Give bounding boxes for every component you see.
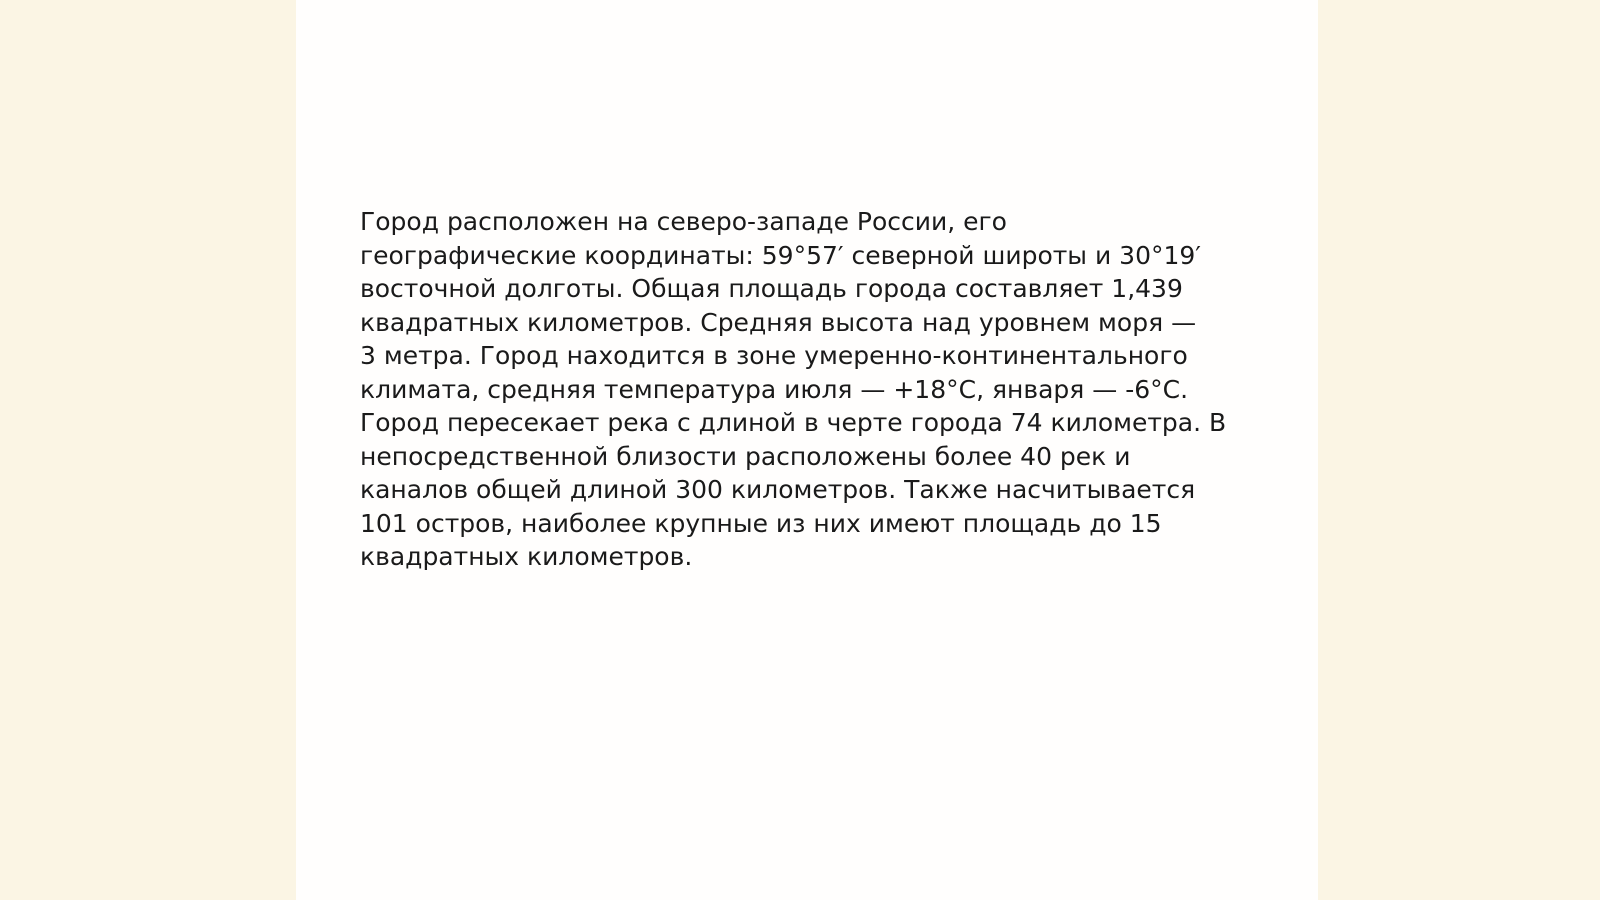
paragraph-line: 101 остров, наиболее крупные из них имеют площадь до 15 bbox=[360, 508, 1162, 538]
paragraph-line: непосредственной близости расположены более 40 рек и bbox=[360, 441, 1131, 471]
paragraph-line: квадратных километров. bbox=[360, 542, 693, 571]
paragraph-line: Город пересекает река с длиной в черте города 74 километра. В bbox=[360, 408, 1227, 437]
left-margin bbox=[0, 0, 296, 900]
paragraph-line: восточной долготы. Общая площадь города составляет 1,439 bbox=[360, 274, 1183, 303]
paragraph-line: климата, средняя температура июля — +18°C, января — -6°C. bbox=[360, 374, 1189, 404]
body-paragraph bbox=[360, 205, 1260, 574]
right-margin bbox=[1318, 0, 1600, 900]
paragraph-line: географические координаты: 59°57′ северной широты и 30°19′ bbox=[360, 240, 1201, 270]
paragraph-line: каналов общей длиной 300 километров. Также насчитывается bbox=[360, 475, 1196, 504]
paragraph-line: квадратных километров. Средняя высота над уровнем моря — bbox=[360, 307, 1197, 337]
document-page bbox=[296, 0, 1318, 900]
paragraph-line: 3 метра. Город находится в зоне умеренно-континентального bbox=[360, 341, 1188, 370]
paragraph-line: Город расположен на северо-западе России, его bbox=[360, 207, 1007, 236]
